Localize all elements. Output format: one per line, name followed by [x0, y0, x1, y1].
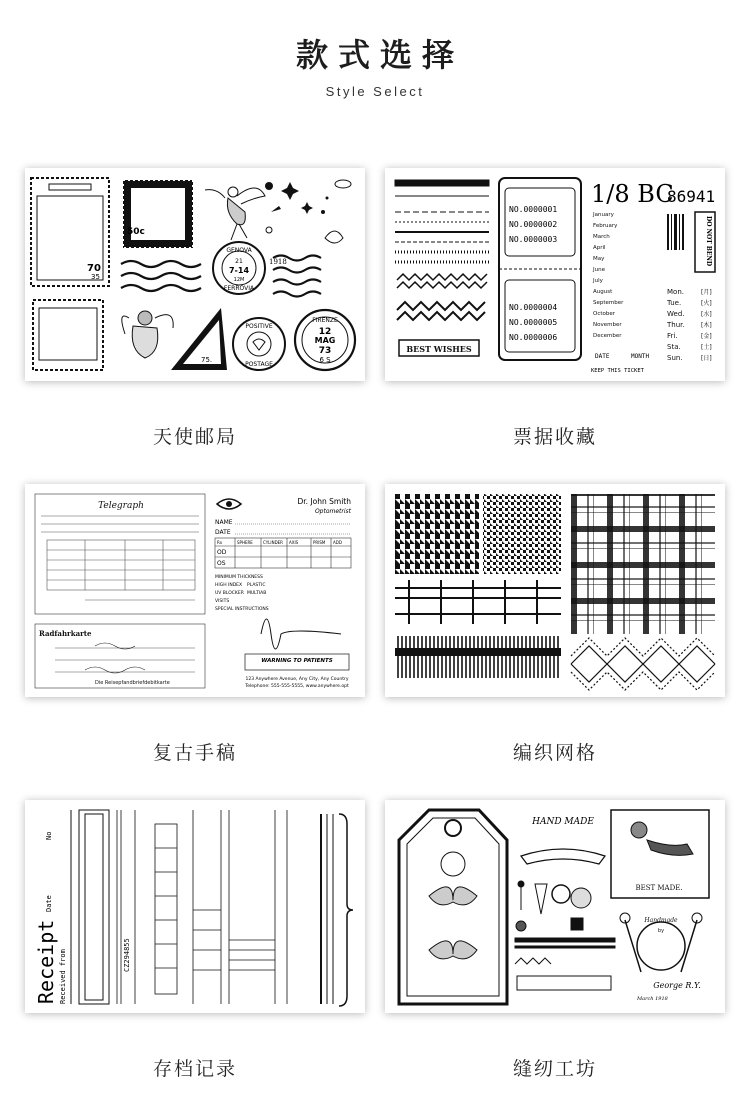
date-label: DATE — [595, 353, 610, 360]
doctor-title: Optometrist — [314, 508, 351, 515]
by-word: by — [657, 928, 665, 934]
postmark-day: 21 — [235, 258, 243, 265]
houndstooth-large — [395, 494, 479, 574]
option-label: VISITS — [215, 599, 230, 604]
serial-number: CZ294855 — [123, 938, 131, 972]
rx-row-label: OD — [217, 549, 227, 556]
ticket-number: NO.0000003 — [509, 235, 558, 244]
film-strip — [79, 810, 109, 1004]
gift-tag — [399, 810, 507, 1004]
style-caption[interactable]: 天使邮局 — [152, 426, 237, 448]
weekday-label: Mon. — [667, 288, 684, 296]
style-caption[interactable]: 编织网格 — [512, 742, 597, 764]
postmark-firenze — [295, 310, 355, 370]
firenze-d2: MAG — [314, 336, 336, 345]
big-number: 86941 — [667, 187, 716, 206]
keep-ticket-label: KEEP THIS TICKET — [591, 368, 644, 374]
ticket-stub — [499, 178, 581, 360]
option-label: MINIMUM THICKNESS — [215, 575, 263, 580]
month-label: February — [593, 223, 618, 229]
ribbon-banner — [521, 849, 605, 864]
style-card-angel-post[interactable] — [25, 168, 365, 381]
scissors-emblem — [620, 913, 702, 972]
ticket-collection-illustration — [385, 168, 725, 381]
telegraph-title: Telegraph — [98, 501, 144, 511]
sewing-workshop-illustration — [385, 800, 725, 1013]
warning-title: WARNING TO PATIENTS — [261, 658, 333, 664]
month-label: March — [593, 234, 610, 240]
rx-header: Rx — [217, 540, 223, 545]
month-list — [592, 212, 624, 339]
ticket-number: NO.0000001 — [509, 205, 558, 214]
weekday-mark: [土] — [701, 344, 712, 351]
firenze-d3: 73 — [318, 346, 332, 356]
option-label: MULTIAB — [247, 591, 267, 596]
tartan-strip — [395, 636, 561, 678]
month-label: August — [593, 289, 613, 295]
style-caption[interactable]: 票据收藏 — [512, 426, 597, 448]
address-line: 123 Anywhere Avenue, Any City, Any Country — [245, 677, 349, 682]
style-caption[interactable]: 存档记录 — [152, 1058, 237, 1080]
postmark-positive-postage — [233, 318, 285, 370]
month-label: April — [593, 245, 606, 251]
style-card-ticket-collection[interactable] — [385, 168, 725, 381]
page-title: 款式选择 — [295, 36, 464, 74]
grid-strip — [395, 580, 561, 624]
month-label: October — [593, 311, 616, 317]
rx-header: ADD — [333, 540, 342, 545]
month-label: January — [593, 212, 614, 218]
weekday-label: Wed. — [667, 310, 685, 318]
receipt-title: Radfahrkarte — [39, 629, 92, 638]
month-label: June — [593, 267, 605, 273]
option-label: SPECIAL INSTRUCTIONS — [215, 607, 269, 612]
postmark-sub: 12M — [233, 277, 245, 283]
style-card-archive-record[interactable] — [25, 800, 365, 1013]
rx-header: AXIS — [289, 540, 299, 545]
option-label: UV BLOCKER — [215, 591, 244, 596]
houndstooth-small — [483, 494, 561, 574]
angel-figure — [205, 187, 265, 240]
weekday-list — [666, 288, 712, 362]
round-bottom-text: POSTAGE — [245, 361, 273, 368]
firenze-d4: 6 S — [319, 356, 331, 364]
stamp-sub: 35 — [91, 273, 100, 281]
weekday-mark: [木] — [701, 322, 712, 329]
postmark-bottom: FERROVIA — [223, 285, 255, 292]
weekday-mark: [火] — [701, 300, 712, 307]
argyle-strip — [571, 638, 715, 690]
option-label: PLASTIC — [247, 583, 266, 588]
month-label: December — [593, 333, 622, 339]
name-label: NAME — [215, 519, 233, 526]
style-caption[interactable]: 复古手稿 — [152, 742, 237, 764]
woven-grid-illustration — [385, 484, 725, 697]
date-field-label: DATE — [215, 529, 231, 536]
month-label: May — [593, 256, 605, 262]
postmark-city: GENOVA — [226, 247, 252, 254]
round-top-text: POSITIVE — [245, 323, 273, 330]
sign-date: March 1918 — [637, 996, 668, 1002]
handmade-by-label: Handmade — [644, 917, 678, 924]
ruled-columns — [117, 810, 353, 1006]
line-strips — [395, 180, 489, 356]
style-card-woven-grid[interactable] — [385, 484, 725, 697]
firenze-d1: 12 — [318, 327, 332, 337]
tartan-band — [395, 648, 561, 656]
stamp-corner: 75. — [201, 356, 213, 364]
weekday-mark: [金] — [701, 333, 712, 340]
phone-line: Telephone: 555-555-5555, www.anywhere.opt — [245, 684, 349, 689]
firenze-city: FIRENZE — [312, 317, 338, 324]
received-from: Received from — [59, 949, 67, 1004]
stamp-value: 50c — [127, 227, 145, 237]
eye-icon — [217, 499, 241, 509]
option-label: HIGH INDEX — [215, 583, 243, 588]
weekday-mark: [日] — [701, 355, 712, 362]
style-card-sewing-workshop[interactable] — [385, 800, 725, 1013]
archive-record-illustration — [25, 800, 365, 1013]
postmark-date: 7-14 — [228, 266, 250, 275]
rx-header: PRISM — [313, 540, 326, 545]
weekday-label: Sta. — [667, 343, 681, 351]
page-header — [0, 30, 750, 99]
stamp-portrait — [31, 178, 109, 286]
vintage-manuscript-illustration — [25, 484, 365, 697]
do-not-bend-stamp — [695, 212, 715, 272]
stamp-dark — [123, 180, 193, 248]
no-word: No — [45, 831, 53, 840]
rx-table — [215, 538, 351, 568]
stamp-small — [33, 300, 103, 370]
bike-receipt — [35, 624, 205, 688]
month-label: July — [593, 278, 603, 284]
weekday-label: Tue. — [667, 299, 682, 307]
receipt-word: Receipt — [34, 919, 58, 1004]
signature-text: George R.Y. — [653, 981, 701, 990]
page-subtitle: Style Select — [325, 84, 425, 99]
rx-header: SPHERE — [237, 540, 253, 545]
weekday-label: Thur. — [667, 321, 685, 329]
postmark-year: 1918 — [269, 258, 287, 266]
best-wishes-label: BEST WISHES — [406, 344, 472, 354]
weekday-mark: [水] — [701, 311, 712, 318]
month-label: MONTH — [631, 353, 650, 360]
receipt-footer: Die Reisepfandbriefdebitkarte — [95, 680, 170, 686]
date-word: Date — [45, 895, 53, 912]
ticket-number: NO.0000005 — [509, 318, 558, 327]
telegraph-form — [35, 494, 205, 614]
weekday-mark: [月] — [701, 289, 712, 296]
ticket-number: NO.0000004 — [509, 303, 558, 312]
wavy-cancel-lines — [121, 256, 321, 297]
month-label: September — [593, 300, 624, 306]
cupid-figure — [122, 311, 173, 358]
style-card-vintage-manuscript[interactable] — [25, 484, 365, 697]
stamp-triangle — [171, 308, 227, 370]
rx-header: CYLINDER — [263, 540, 283, 545]
angel-post-illustration — [25, 168, 365, 381]
ticket-number: NO.0000002 — [509, 220, 558, 229]
style-caption[interactable]: 缝纫工坊 — [512, 1058, 597, 1080]
signature-mark — [261, 619, 341, 649]
star-icons — [265, 180, 351, 243]
weekday-label: Fri. — [667, 332, 678, 340]
doctor-name: Dr. John Smith — [297, 497, 351, 506]
rx-row-label: OS — [217, 560, 226, 567]
ticket-number: NO.0000006 — [509, 333, 558, 342]
month-label: November — [593, 322, 622, 328]
do-not-bend-text: DO NOT BEND — [705, 216, 712, 267]
big-label: 1/8 BC — [591, 180, 674, 208]
barcode — [667, 214, 684, 250]
stamp-number: 70 — [87, 263, 101, 274]
rose-hand — [611, 810, 709, 898]
plaid-panel — [571, 494, 715, 634]
hand-made-title: HAND MADE — [532, 817, 594, 827]
sewing-tools — [515, 881, 615, 990]
best-made-label: BEST MADE. — [635, 884, 683, 892]
weekday-label: Sun. — [667, 354, 683, 362]
